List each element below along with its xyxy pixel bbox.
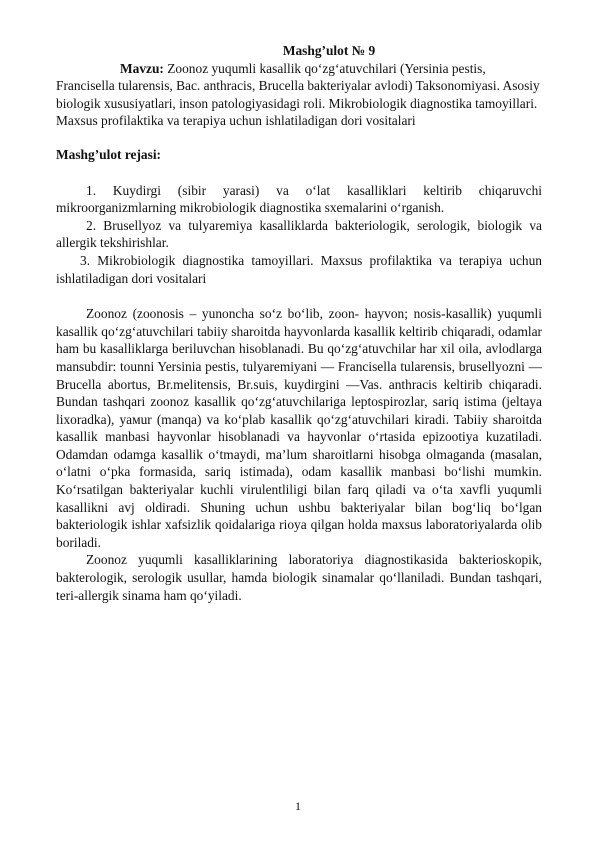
lesson-title: Mashg’ulot № 9 <box>282 43 376 58</box>
plan-item-3: 3. Mikrobiologik diagnostika tamoyillari. Maxsus profilaktika va terapiya uchun ishlatiladigan dori vositalari <box>56 252 542 286</box>
topic-paragraph <box>56 60 542 130</box>
topic-text: Zoonoz yuqumli kasallik qo‘zg‘atuvchilari (Yersinia pestis, Francisella tularensis, Bac. anthracis, Brucella bakteriyalar avlodi) Taksonomiyasi. Asosiy biologik xususiyatlari, inson patologiyasidagi roli. Mikrobiologik diagnostika tamoyillari. Maxsus profilaktika va terapiya uchun ishlatiladigan dori vositalari <box>56 60 540 129</box>
plan-item-2: 2. Brusellyoz va tulyaremiya kasalliklarda bakteriologik, serologik, biologik va allergik tekshirishlar. <box>56 217 542 251</box>
page-number: 1 <box>295 799 301 813</box>
plan-heading: Mashg’ulot rejasi: <box>56 146 162 162</box>
plan-item-1: 1. Kuydirgi (sibir yarasi) va o‘lat kasalliklari keltirib chiqaruvchi mikroorganizmlarning mikrobiologik diagnostika sxemalarini o‘rganish. <box>56 182 542 216</box>
topic-label: Mavzu: <box>120 60 164 76</box>
document-page <box>56 42 542 604</box>
body-paragraph-1: Zoonoz (zoonosis – yunoncha so‘z bo‘lib, zoon- hayvon; nosis-kasallik) yuqumli kasallik qo‘zg‘atuvchilari tabiiy sharoitda hayvonlarda kasallik keltirib chiqaradi, odamlar ham bu kasalliklarga beriluvchan hisoblanadi. Bu qo‘zg‘atuvchilar har xil oila, avlodlarga mansubdir: tounni Yersinia pestis, tulyaremiyani — Francisella tularensis, brusellyozni — Brucella abortus, Br.melitensis, Br.suis, kuydirgini —Vas. anthracis keltirib chiqaradi. Bundan tashqari zoonoz kasallik qo‘zg‘atuvchilariga leptospirozlar, sariq istima (jeltaya lixoradka), yaмur (manqa) va ko‘plab kasallik qo‘zg‘atuvchilari kiradi. Tabiiy sharoitda kasallik manbasi hayvonlar hisoblanadi va hayvonlar o‘rtasida epizootiya kuzatiladi. Odamdan odamga kasallik o‘tmaydi, ma’lum sharoitlarni hisobga olmaganda (masalan, o‘latni o‘pka formasida, sariq istimada), odam kasallik manbasi bo‘lishi mumkin. Ko‘rsatilgan bakteriyalar kuchli virulentliligi bilan farq qiladi va o‘ta xavfli yuqumli kasallikni avj oldiradi. Shuning uchun ushbu bakteriyalar bilan bog‘liq bo‘lgan bakteriologik ishlar xafsizlik qoidalariga rioya qilgan holda maxsus laboratoriyalarda olib boriladi. <box>56 306 542 550</box>
body-paragraph-2: Zoonoz yuqumli kasalliklarining laboratoriya diagnostikasida bakterioskopik, bakterologik, serologik usullar, hamda biologik sinamalar qo‘llaniladi. Bundan tashqari, teri-allergik sinama ham qo‘yiladi. <box>56 552 542 603</box>
